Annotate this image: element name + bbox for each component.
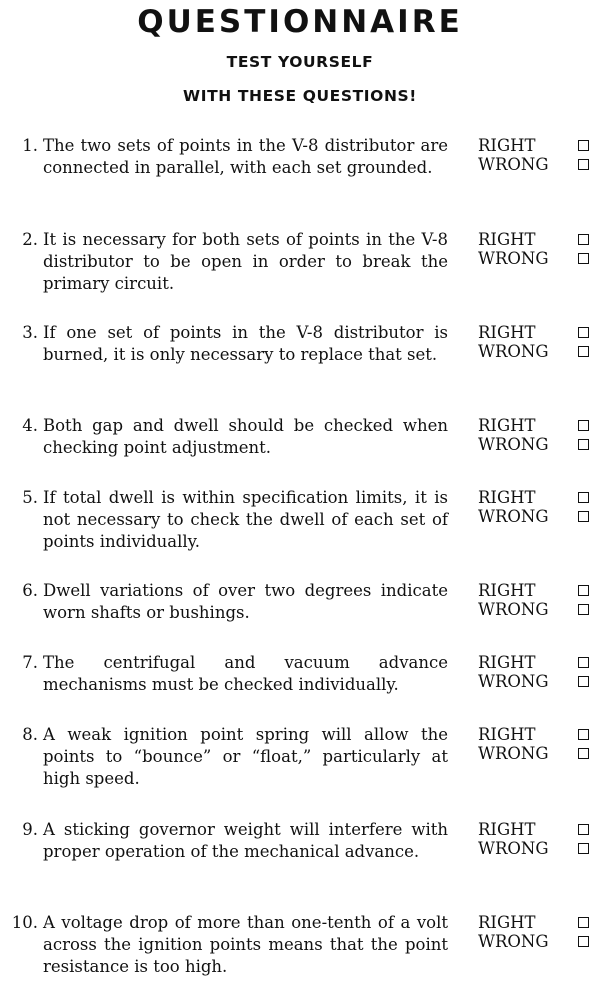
wrong-label: WRONG — [478, 932, 549, 951]
right-label: RIGHT — [478, 913, 536, 932]
wrong-checkbox[interactable] — [578, 748, 589, 759]
question-text: A weak ignition point spring will allow the points to “bounce” or “float,” particularly at high speed. — [43, 725, 448, 788]
wrong-checkbox[interactable] — [578, 511, 589, 522]
right-checkbox[interactable] — [578, 234, 589, 245]
wrong-checkbox[interactable] — [578, 936, 589, 947]
wrong-checkbox[interactable] — [578, 604, 589, 615]
wrong-checkbox[interactable] — [578, 439, 589, 450]
wrong-label: WRONG — [478, 672, 549, 691]
question-number: 3. — [22, 323, 38, 342]
wrong-label: WRONG — [478, 600, 549, 619]
right-label: RIGHT — [478, 488, 536, 507]
right-label: RIGHT — [478, 725, 536, 744]
question-text: It is necessary for both sets of points in the V-8 distributor to be open in order to break the primary circuit. — [43, 230, 448, 293]
right-checkbox[interactable] — [578, 917, 589, 928]
question-number: 9. — [22, 820, 38, 839]
question-text: The centrifugal and vacuum advance mechanisms must be checked individually. — [43, 653, 448, 694]
wrong-checkbox[interactable] — [578, 676, 589, 687]
wrong-label: WRONG — [478, 249, 549, 268]
wrong-label: WRONG — [478, 744, 549, 763]
wrong-checkbox[interactable] — [578, 346, 589, 357]
right-label: RIGHT — [478, 230, 536, 249]
question-number: 7. — [22, 653, 38, 672]
right-label: RIGHT — [478, 416, 536, 435]
question-text: If total dwell is within specification limits, it is not necessary to check the dwell of each set of points individually. — [43, 488, 448, 551]
question-number: 2. — [22, 230, 38, 249]
subtitle-line-2: WITH THESE QUESTIONS! — [183, 87, 417, 105]
right-checkbox[interactable] — [578, 585, 589, 596]
question-number: 4. — [22, 416, 38, 435]
question-text: A sticking governor weight will interfere with proper operation of the mechanical advance. — [43, 820, 448, 861]
question-text: If one set of points in the V-8 distributor is burned, it is only necessary to replace that set. — [43, 323, 448, 364]
question-number: 6. — [22, 581, 38, 600]
question-text: Dwell variations of over two degrees indicate worn shafts or bushings. — [43, 581, 448, 622]
right-label: RIGHT — [478, 581, 536, 600]
right-checkbox[interactable] — [578, 657, 589, 668]
page-title: QUESTIONNAIRE — [137, 4, 463, 40]
wrong-label: WRONG — [478, 507, 549, 526]
wrong-checkbox[interactable] — [578, 159, 589, 170]
question-text: A voltage drop of more than one-tenth of a volt across the ignition points means that the point resistance is too high. — [43, 913, 448, 976]
question-number: 1. — [22, 136, 38, 155]
question-number: 10. — [11, 913, 38, 932]
right-label: RIGHT — [478, 323, 536, 342]
right-checkbox[interactable] — [578, 327, 589, 338]
wrong-checkbox[interactable] — [578, 843, 589, 854]
right-checkbox[interactable] — [578, 824, 589, 835]
right-label: RIGHT — [478, 820, 536, 839]
question-text: The two sets of points in the V-8 distributor are connected in parallel, with each set grounded. — [43, 136, 448, 177]
right-checkbox[interactable] — [578, 140, 589, 151]
right-label: RIGHT — [478, 136, 536, 155]
right-checkbox[interactable] — [578, 420, 589, 431]
question-number: 5. — [22, 488, 38, 507]
wrong-label: WRONG — [478, 342, 549, 361]
wrong-checkbox[interactable] — [578, 253, 589, 264]
wrong-label: WRONG — [478, 155, 549, 174]
question-text: Both gap and dwell should be checked when checking point adjustment. — [43, 416, 448, 457]
right-checkbox[interactable] — [578, 729, 589, 740]
question-number: 8. — [22, 725, 38, 744]
wrong-label: WRONG — [478, 435, 549, 454]
wrong-label: WRONG — [478, 839, 549, 858]
right-checkbox[interactable] — [578, 492, 589, 503]
right-label: RIGHT — [478, 653, 536, 672]
subtitle-line-1: TEST YOURSELF — [226, 53, 374, 71]
